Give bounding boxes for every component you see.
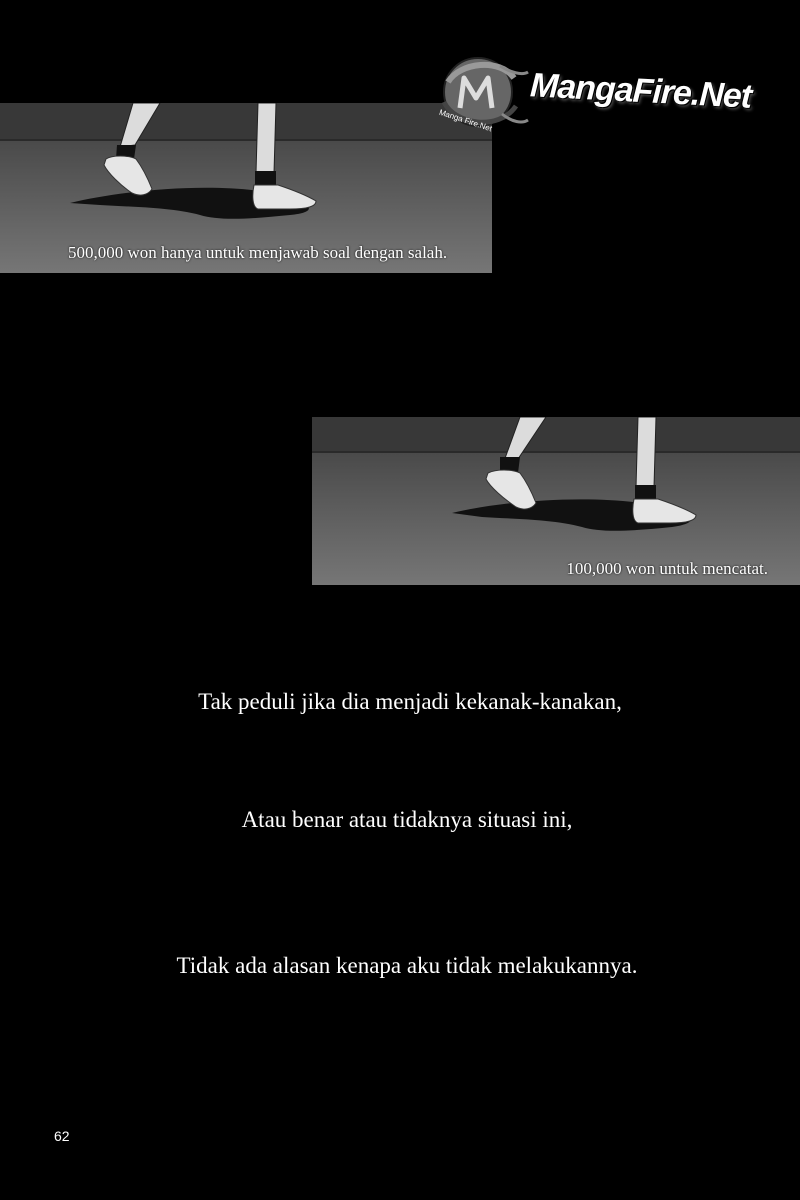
watermark bbox=[430, 52, 753, 152]
comic-panel-2 bbox=[312, 417, 800, 585]
watermark-brand-text: MangaFire.Net bbox=[529, 66, 753, 116]
narration-line-3: Tidak ada alasan kenapa aku tidak melakukannya. bbox=[176, 953, 638, 978]
panel-caption: 500,000 won hanya untuk menjawab soal dengan salah. bbox=[68, 243, 448, 262]
page-number: 62 bbox=[54, 1128, 70, 1144]
panel-caption: 100,000 won untuk mencatat. bbox=[566, 559, 768, 578]
comic-panel-1 bbox=[0, 103, 492, 273]
narration-line-1: Tak peduli jika dia menjadi kekanak-kanakan, bbox=[198, 689, 622, 714]
watermark-small-text: Manga Fire.Net bbox=[437, 107, 494, 134]
narration-line-2: Atau benar atau tidaknya situasi ini, bbox=[241, 807, 573, 832]
